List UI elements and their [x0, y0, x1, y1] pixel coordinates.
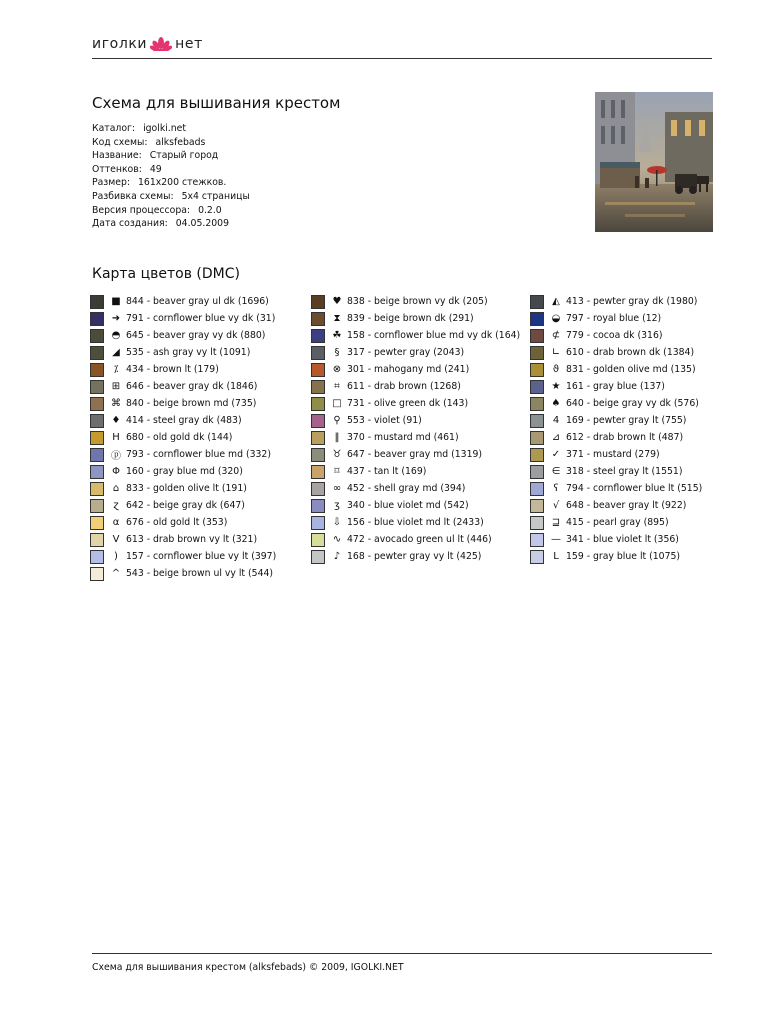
color-key-row: [311, 446, 520, 463]
color-label: 793 - cornflower blue md (332): [126, 449, 271, 460]
color-label: 434 - brown lt (179): [126, 364, 219, 375]
color-label: 831 - golden olive md (135): [566, 364, 696, 375]
meta-value: 04.05.2009: [175, 218, 229, 230]
color-label: 613 - drab brown vy lt (321): [126, 534, 258, 545]
color-swatch: [530, 380, 544, 394]
color-label: 543 - beige brown ul vy lt (544): [126, 568, 274, 579]
color-key-row: [311, 412, 520, 429]
color-key-row: [311, 344, 520, 361]
color-key-row: [530, 310, 702, 327]
stitch-symbol-icon: §: [334, 347, 340, 358]
page-footer: Схема для вышивания крестом (alksfebads) © 2009, IGOLKI.NET: [92, 962, 404, 973]
color-label: 160 - gray blue md (320): [126, 466, 243, 477]
color-swatch: [90, 499, 104, 513]
stitch-symbol-icon: ♥: [332, 296, 342, 307]
stitch-symbol-icon: α: [112, 517, 120, 528]
stitch-symbol-icon: Φ: [112, 466, 120, 477]
color-key-row: [530, 514, 702, 531]
stitch-symbol-icon: □: [332, 398, 342, 409]
meta-label: Разбивка схемы:: [92, 190, 174, 202]
color-label: 301 - mahogany md (241): [347, 364, 470, 375]
color-label: 642 - beige gray dk (647): [126, 500, 245, 511]
color-label: 838 - beige brown vy dk (205): [347, 296, 488, 307]
meta-value: 161x200 стежков.: [138, 177, 227, 189]
stitch-symbol-icon: ⌂: [112, 483, 120, 494]
logo-text-left: иголки: [92, 36, 148, 52]
color-label: 370 - mustard md (461): [347, 432, 459, 443]
color-swatch: [530, 533, 544, 547]
meta-row: [92, 176, 250, 190]
color-swatch: [311, 363, 325, 377]
stitch-symbol-icon: V: [112, 534, 120, 545]
color-label: 340 - blue violet md (542): [347, 500, 469, 511]
color-label: 646 - beaver gray dk (1846): [126, 381, 258, 392]
color-swatch: [311, 380, 325, 394]
color-key-row: [90, 378, 276, 395]
color-swatch: [90, 465, 104, 479]
color-key-column-2: [311, 293, 520, 565]
color-key-row: [530, 531, 702, 548]
logo-text-right: нет: [175, 36, 203, 52]
stitch-symbol-icon: ♉: [332, 449, 342, 460]
stitch-symbol-icon: ◢: [112, 347, 120, 358]
stitch-symbol-icon: ^: [111, 568, 121, 579]
color-key-row: [530, 497, 702, 514]
color-swatch: [311, 533, 325, 547]
site-logo[interactable]: [92, 34, 203, 54]
stitch-symbol-icon: 4: [552, 415, 560, 426]
stitch-symbol-icon: ◓: [111, 330, 121, 341]
lotus-flower-icon: [150, 36, 172, 52]
color-swatch: [530, 431, 544, 445]
color-key-row: [530, 395, 702, 412]
stitch-symbol-icon: ⁒: [113, 364, 119, 375]
stitch-symbol-icon: ʒ: [334, 500, 340, 511]
stitch-symbol-icon: ★: [551, 381, 561, 392]
color-label: 156 - blue violet md lt (2433): [347, 517, 484, 528]
color-key-row: [530, 548, 702, 565]
color-label: 731 - olive green dk (143): [347, 398, 469, 409]
color-label: 794 - cornflower blue lt (515): [566, 483, 703, 494]
color-swatch: [530, 550, 544, 564]
color-key-row: [311, 378, 520, 395]
pattern-metadata: [92, 122, 250, 231]
color-key-row: [90, 531, 276, 548]
stitch-symbol-icon: —: [551, 534, 561, 545]
meta-row: [92, 163, 250, 177]
stitch-symbol-icon: ◒: [551, 313, 561, 324]
stitch-symbol-icon: ∞: [332, 483, 342, 494]
color-label: 640 - beige gray vy dk (576): [566, 398, 699, 409]
color-swatch: [90, 567, 104, 581]
pattern-preview-image: [595, 92, 713, 232]
color-swatch: [90, 295, 104, 309]
stitch-symbol-icon: ∟: [551, 347, 561, 358]
color-swatch: [90, 397, 104, 411]
color-label: 648 - beaver gray lt (922): [566, 500, 687, 511]
color-key-row: [90, 514, 276, 531]
color-key-row: [311, 548, 520, 565]
color-swatch: [311, 550, 325, 564]
color-label: 168 - pewter gray vy lt (425): [347, 551, 482, 562]
stitch-symbol-icon: ⊒: [551, 517, 561, 528]
meta-value: 5x4 страницы: [181, 190, 250, 202]
color-label: 833 - golden olive lt (191): [126, 483, 247, 494]
meta-label: Каталог:: [92, 123, 136, 134]
color-swatch: [311, 329, 325, 343]
stitch-symbol-icon: L: [553, 551, 559, 562]
color-key-row: [90, 327, 276, 344]
color-label: 612 - drab brown lt (487): [566, 432, 684, 443]
color-swatch: [530, 499, 544, 513]
color-swatch: [530, 516, 544, 530]
meta-label: Оттенков:: [92, 163, 142, 175]
color-key-row: [311, 497, 520, 514]
stitch-symbol-icon: √: [552, 500, 560, 511]
color-swatch: [311, 516, 325, 530]
color-label: 472 - avocado green ul lt (446): [347, 534, 492, 545]
color-key-row: [311, 429, 520, 446]
color-key-row: [311, 310, 520, 327]
stitch-symbol-icon: ⌘: [111, 398, 121, 409]
color-label: 797 - royal blue (12): [566, 313, 662, 324]
color-swatch: [311, 397, 325, 411]
color-swatch: [90, 363, 104, 377]
color-label: 553 - violet (91): [347, 415, 422, 426]
stitch-symbol-icon: ⊿: [551, 432, 561, 443]
color-swatch: [311, 499, 325, 513]
stitch-symbol-icon: ∿: [332, 534, 342, 545]
color-label: 437 - tan lt (169): [347, 466, 427, 477]
color-swatch: [530, 329, 544, 343]
stitch-symbol-icon: ⚲: [333, 415, 341, 426]
color-key-row: [90, 565, 276, 582]
stitch-symbol-icon: ☘: [332, 330, 342, 341]
meta-row: [92, 204, 250, 218]
color-swatch: [90, 312, 104, 326]
color-swatch: [90, 448, 104, 462]
stitch-symbol-icon: ɀ: [113, 500, 119, 511]
color-swatch: [530, 414, 544, 428]
meta-row: [92, 136, 250, 150]
color-swatch: [530, 346, 544, 360]
stitch-symbol-icon: H: [112, 432, 120, 443]
color-label: 159 - gray blue lt (1075): [566, 551, 681, 562]
color-key-row: [530, 480, 702, 497]
color-key-row: [90, 310, 276, 327]
color-key-row: [530, 412, 702, 429]
color-key-row: [530, 361, 702, 378]
color-map-heading: Карта цветов (DMC): [92, 266, 240, 282]
color-label: 169 - pewter gray lt (755): [566, 415, 687, 426]
color-key-row: [530, 327, 702, 344]
meta-row: [92, 190, 250, 204]
stitch-symbol-icon: ✓: [551, 449, 561, 460]
color-label: 645 - beaver gray vy dk (880): [126, 330, 266, 341]
color-swatch: [311, 414, 325, 428]
color-key-row: [90, 412, 276, 429]
color-label: 341 - blue violet lt (356): [566, 534, 679, 545]
color-key-row: [90, 344, 276, 361]
color-swatch: [311, 431, 325, 445]
color-swatch: [530, 295, 544, 309]
stitch-symbol-icon: ⊗: [332, 364, 342, 375]
stitch-symbol-icon: ⌑: [334, 466, 340, 477]
stitch-symbol-icon: ): [114, 551, 118, 562]
meta-row: [92, 217, 250, 231]
color-label: 452 - shell gray md (394): [347, 483, 466, 494]
color-key-row: [90, 463, 276, 480]
color-key-row: [311, 463, 520, 480]
meta-row: [92, 149, 250, 163]
color-key-row: [90, 497, 276, 514]
color-key-row: [530, 344, 702, 361]
color-label: 680 - old gold dk (144): [126, 432, 233, 443]
color-swatch: [90, 482, 104, 496]
color-key-row: [311, 293, 520, 310]
header-divider: [92, 58, 712, 59]
color-key-row: [311, 531, 520, 548]
color-swatch: [530, 363, 544, 377]
color-swatch: [530, 397, 544, 411]
color-swatch: [311, 312, 325, 326]
color-key-row: [90, 395, 276, 412]
color-label: 839 - beige brown dk (291): [347, 313, 474, 324]
stitch-symbol-icon: ◭: [552, 296, 560, 307]
meta-value: 0.2.0: [198, 204, 222, 216]
color-label: 610 - drab brown dk (1384): [566, 347, 695, 358]
meta-label: Размер:: [92, 177, 131, 189]
color-key-row: [530, 446, 702, 463]
color-label: 844 - beaver gray ul dk (1696): [126, 296, 269, 307]
color-label: 791 - cornflower blue vy dk (31): [126, 313, 276, 324]
color-key-row: [311, 395, 520, 412]
color-label: 157 - cornflower blue vy lt (397): [126, 551, 277, 562]
meta-label: Версия процессора:: [92, 204, 191, 216]
color-key-row: [311, 480, 520, 497]
stitch-symbol-icon: ➜: [111, 313, 121, 324]
color-key-row: [90, 446, 276, 463]
stitch-symbol-icon: ‖: [334, 432, 340, 443]
meta-label: Дата создания:: [92, 218, 168, 230]
color-key-column-3: [530, 293, 702, 565]
color-label: 317 - pewter gray (2043): [347, 347, 465, 358]
color-key-column-1: [90, 293, 276, 582]
meta-value: 49: [149, 163, 162, 175]
color-label: 161 - gray blue (137): [566, 381, 665, 392]
stitch-symbol-icon: ♪: [333, 551, 341, 562]
color-swatch: [90, 533, 104, 547]
stitch-symbol-icon: ⌗: [334, 381, 340, 392]
color-key-row: [530, 378, 702, 395]
color-swatch: [311, 482, 325, 496]
color-label: 414 - steel gray dk (483): [126, 415, 242, 426]
document-title: Схема для вышивания крестом: [92, 94, 341, 112]
stitch-symbol-icon: ⓟ: [111, 451, 121, 462]
meta-value: Старый город: [149, 150, 219, 162]
color-swatch: [530, 448, 544, 462]
color-key-row: [311, 514, 520, 531]
stitch-symbol-icon: ♦: [111, 415, 121, 426]
color-swatch: [90, 550, 104, 564]
meta-label: Код схемы:: [92, 136, 148, 148]
color-key-row: [90, 480, 276, 497]
stitch-symbol-icon: ⊄: [551, 330, 561, 341]
color-key-row: [530, 293, 702, 310]
stitch-symbol-icon: ∈: [551, 466, 561, 477]
color-label: 647 - beaver gray md (1319): [347, 449, 483, 460]
footer-divider: [92, 953, 712, 954]
stitch-symbol-icon: ʕ: [553, 483, 559, 494]
color-key-row: [311, 327, 520, 344]
color-label: 779 - cocoa dk (316): [566, 330, 663, 341]
color-swatch: [90, 346, 104, 360]
color-key-row: [530, 463, 702, 480]
color-label: 413 - pewter gray dk (1980): [566, 296, 698, 307]
stitch-symbol-icon: ⇩: [332, 517, 342, 528]
color-label: 158 - cornflower blue md vy dk (164): [347, 330, 521, 341]
color-swatch: [90, 431, 104, 445]
meta-value: igolki.net: [143, 123, 186, 134]
stitch-symbol-icon: ■: [111, 296, 121, 307]
color-swatch: [530, 465, 544, 479]
color-label: 611 - drab brown (1268): [347, 381, 461, 392]
color-label: 676 - old gold lt (353): [126, 517, 228, 528]
color-key-row: [90, 361, 276, 378]
color-swatch: [311, 346, 325, 360]
color-swatch: [90, 329, 104, 343]
color-swatch: [530, 482, 544, 496]
color-key-row: [90, 548, 276, 565]
color-label: 318 - steel gray lt (1551): [566, 466, 683, 477]
color-swatch: [90, 380, 104, 394]
color-label: 535 - ash gray vy lt (1091): [126, 347, 251, 358]
meta-label: Название:: [92, 150, 142, 162]
stitch-symbol-icon: ♠: [551, 398, 561, 409]
color-swatch: [90, 516, 104, 530]
stitch-symbol-icon: ⊞: [111, 381, 121, 392]
color-key-row: [311, 361, 520, 378]
stitch-symbol-icon: ⧗: [333, 313, 341, 324]
color-key-row: [90, 293, 276, 310]
color-label: 840 - beige brown md (735): [126, 398, 257, 409]
color-swatch: [311, 448, 325, 462]
color-swatch: [311, 295, 325, 309]
color-key-row: [90, 429, 276, 446]
meta-value: alksfebads: [155, 136, 206, 148]
color-swatch: [90, 414, 104, 428]
color-label: 371 - mustard (279): [566, 449, 660, 460]
color-swatch: [530, 312, 544, 326]
color-swatch: [311, 465, 325, 479]
meta-row: [92, 122, 250, 136]
stitch-symbol-icon: ϑ: [552, 364, 560, 375]
color-label: 415 - pearl gray (895): [566, 517, 669, 528]
color-key-row: [530, 429, 702, 446]
